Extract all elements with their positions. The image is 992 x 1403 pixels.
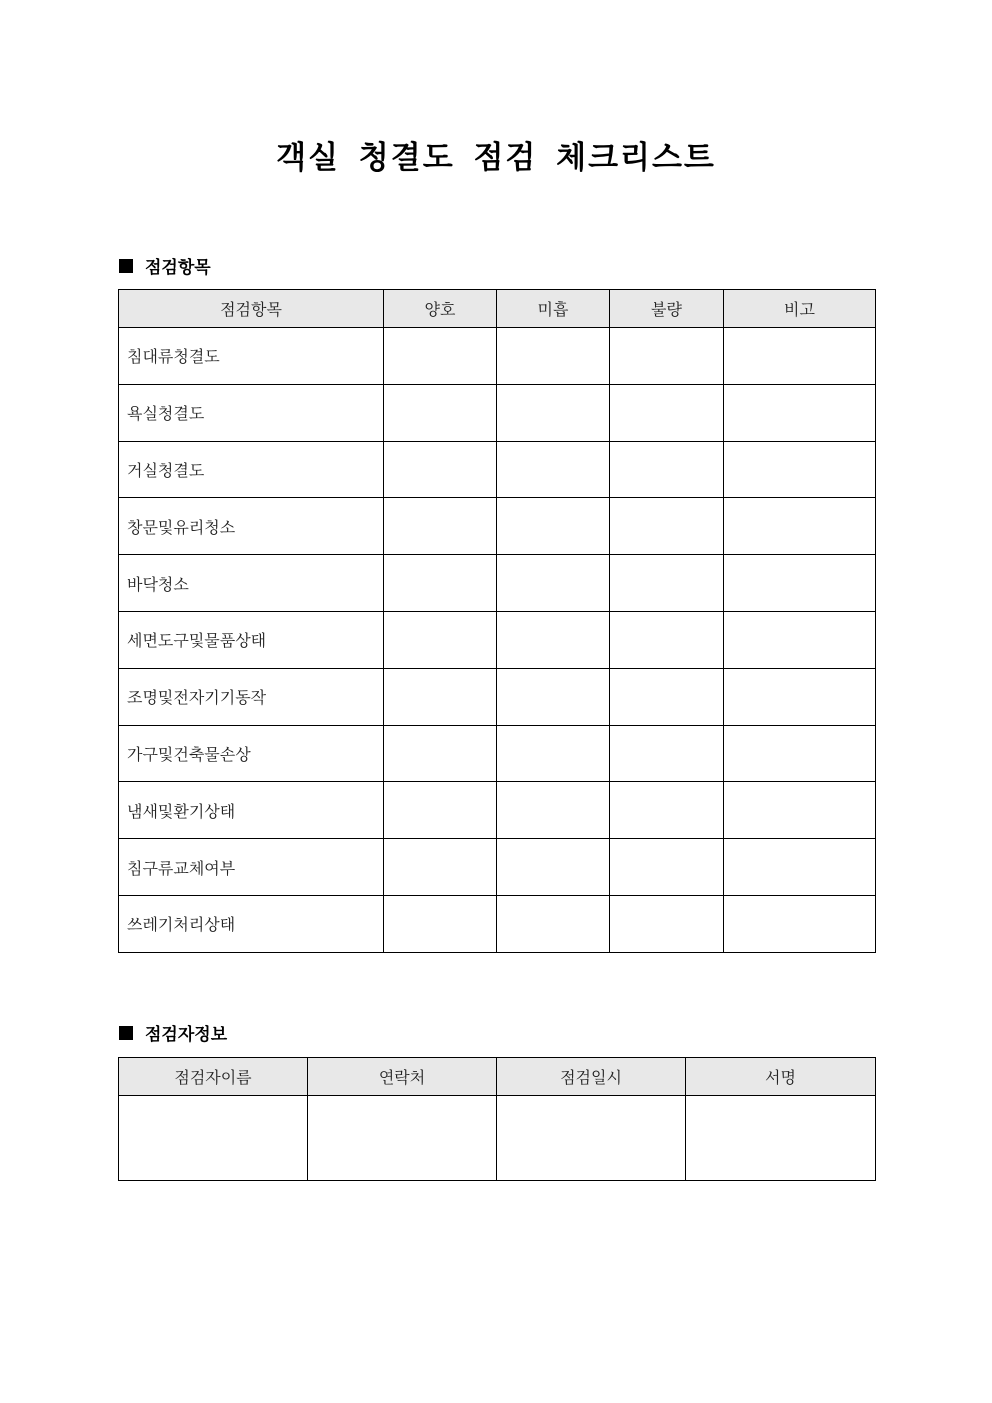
insufficient-cell[interactable] [497,384,610,441]
item-label: 냄새및환기상태 [119,782,384,839]
item-label: 쓰레기처리상태 [119,895,384,952]
checklist-table [118,289,876,953]
insufficient-cell[interactable] [497,839,610,896]
poor-cell[interactable] [610,498,724,555]
remarks-cell[interactable] [724,782,876,839]
document-title: 객실 청결도 점검 체크리스트 [276,140,716,176]
table-row [119,498,876,555]
remarks-cell[interactable] [724,668,876,725]
poor-cell[interactable] [610,895,724,952]
inspector-info-table [118,1057,876,1181]
good-cell[interactable] [384,839,497,896]
column-header-inspector-name: 점검자이름 [119,1058,308,1096]
table-row [119,668,876,725]
section-heading-inspector [119,1020,227,1045]
remarks-cell[interactable] [724,725,876,782]
good-cell[interactable] [384,611,497,668]
good-cell[interactable] [384,725,497,782]
item-label: 침구류교체여부 [119,839,384,896]
good-cell[interactable] [384,498,497,555]
poor-cell[interactable] [610,441,724,498]
table-row [119,725,876,782]
remarks-cell[interactable] [724,895,876,952]
table-row [119,782,876,839]
contact-field[interactable] [308,1096,497,1181]
poor-cell[interactable] [610,384,724,441]
black-square-bullet-icon [119,1026,133,1040]
signature-field[interactable] [686,1096,876,1181]
poor-cell[interactable] [610,725,724,782]
good-cell[interactable] [384,384,497,441]
good-cell[interactable] [384,782,497,839]
good-cell[interactable] [384,441,497,498]
item-label: 조명및전자기기동작 [119,668,384,725]
good-cell[interactable] [384,895,497,952]
table-row [119,895,876,952]
insufficient-cell[interactable] [497,782,610,839]
item-label: 거실청결도 [119,441,384,498]
remarks-cell[interactable] [724,441,876,498]
column-header-poor: 불량 [610,290,724,328]
item-label: 창문및유리청소 [119,498,384,555]
item-label: 욕실청결도 [119,384,384,441]
good-cell[interactable] [384,668,497,725]
column-header-contact: 연락처 [308,1058,497,1096]
item-label: 가구및건축물손상 [119,725,384,782]
poor-cell[interactable] [610,668,724,725]
table-row [119,384,876,441]
item-label: 바닥청소 [119,555,384,612]
table-row [119,1096,876,1181]
table-row [119,611,876,668]
poor-cell[interactable] [610,839,724,896]
insufficient-cell[interactable] [497,668,610,725]
insufficient-cell[interactable] [497,555,610,612]
poor-cell[interactable] [610,328,724,385]
insufficient-cell[interactable] [497,328,610,385]
black-square-bullet-icon [119,259,133,273]
insufficient-cell[interactable] [497,611,610,668]
remarks-cell[interactable] [724,498,876,555]
column-header-inspection-datetime: 점검일시 [497,1058,686,1096]
remarks-cell[interactable] [724,839,876,896]
remarks-cell[interactable] [724,611,876,668]
column-header-insufficient: 미흡 [497,290,610,328]
inspector-name-field[interactable] [119,1096,308,1181]
insufficient-cell[interactable] [497,441,610,498]
section-heading-checklist [119,253,211,278]
insufficient-cell[interactable] [497,498,610,555]
good-cell[interactable] [384,555,497,612]
table-row [119,839,876,896]
poor-cell[interactable] [610,782,724,839]
table-row [119,328,876,385]
item-label: 침대류청결도 [119,328,384,385]
remarks-cell[interactable] [724,384,876,441]
section-heading-label: 점검항목 [145,258,211,278]
remarks-cell[interactable] [724,555,876,612]
table-row [119,441,876,498]
column-header-signature: 서명 [686,1058,876,1096]
poor-cell[interactable] [610,611,724,668]
column-header-item: 점검항목 [119,290,384,328]
item-label: 세면도구및물품상태 [119,611,384,668]
insufficient-cell[interactable] [497,895,610,952]
insufficient-cell[interactable] [497,725,610,782]
good-cell[interactable] [384,328,497,385]
table-row [119,555,876,612]
section-heading-label: 점검자정보 [145,1025,228,1045]
inspection-datetime-field[interactable] [497,1096,686,1181]
column-header-remarks: 비고 [724,290,876,328]
column-header-good: 양호 [384,290,497,328]
table-header-row [119,1058,876,1096]
table-header-row [119,290,876,328]
remarks-cell[interactable] [724,328,876,385]
poor-cell[interactable] [610,555,724,612]
